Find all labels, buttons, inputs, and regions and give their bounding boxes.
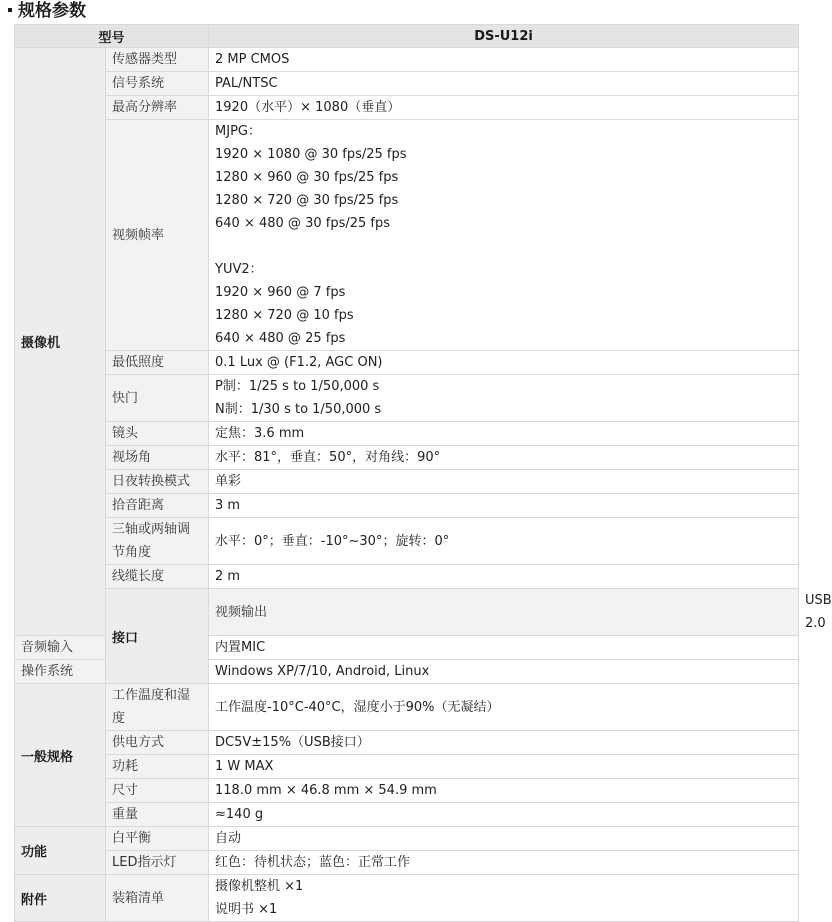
row-label-multiline [106, 518, 209, 565]
row-value: 1920（水平）× 1080（垂直） [209, 96, 799, 120]
row-label: LED指示灯 [106, 851, 209, 875]
row-label: 供电方式 [106, 731, 209, 755]
label-line: 三轴或两轴调 [112, 522, 191, 537]
table-row [15, 494, 799, 518]
value-line: 说明书 ×1 [215, 902, 278, 917]
row-label: 白平衡 [106, 827, 209, 851]
value-line: 640 × 480 @ 25 fps [215, 331, 346, 346]
value-line: 640 × 480 @ 30 fps/25 fps [215, 216, 390, 231]
row-label: 最高分辨率 [106, 96, 209, 120]
table-row [15, 518, 799, 565]
category-accessories: 附件 [15, 875, 106, 922]
model-label: 型号 [15, 25, 209, 48]
row-label: 装箱清单 [106, 875, 209, 922]
category-function: 功能 [15, 827, 106, 875]
row-value-multiline [209, 875, 799, 922]
model-value: DS-U12i [209, 25, 799, 48]
row-label: 镜头 [106, 422, 209, 446]
table-row [15, 803, 799, 827]
value-line: 1920 × 1080 @ 30 fps/25 fps [215, 147, 407, 162]
row-label: 快门 [106, 375, 209, 422]
table-row [15, 755, 799, 779]
row-label: 音频输入 [15, 636, 106, 660]
table-row [15, 48, 799, 72]
row-value: 红色：待机状态；蓝色：正常工作 [209, 851, 799, 875]
row-label: 功耗 [106, 755, 209, 779]
spec-table [14, 24, 832, 922]
row-label: 重量 [106, 803, 209, 827]
row-label: 传感器类型 [106, 48, 209, 72]
label-line: 度 [112, 711, 126, 726]
row-value: 118.0 mm × 46.8 mm × 54.9 mm [209, 779, 799, 803]
row-label: 操作系统 [15, 660, 106, 684]
label-line: 工作温度和湿 [112, 688, 191, 703]
category-camera: 摄像机 [15, 48, 106, 636]
section-heading [4, 0, 86, 22]
row-value: 内置MIC [209, 636, 799, 660]
table-row [15, 446, 799, 470]
row-value: DC5V±15%（USB接口） [209, 731, 799, 755]
table-row [15, 72, 799, 96]
row-label: 线缆长度 [106, 565, 209, 589]
table-row [15, 875, 799, 922]
table-row [15, 120, 799, 351]
value-line: N制：1/30 s to 1/50,000 s [215, 402, 382, 417]
table-row [15, 684, 799, 731]
row-value: ≈140 g [209, 803, 799, 827]
row-value: 自动 [209, 827, 799, 851]
row-label: 最低照度 [106, 351, 209, 375]
row-value: PAL/NTSC [209, 72, 799, 96]
value-line: 1280 × 720 @ 30 fps/25 fps [215, 193, 399, 208]
row-label: 视场角 [106, 446, 209, 470]
row-value-multiline [209, 120, 799, 351]
value-line: YUV2： [215, 262, 263, 277]
table-header-row [15, 25, 799, 48]
row-value: 水平：81°，垂直：50°，对角线：90° [209, 446, 799, 470]
value-line: MJPG： [215, 124, 261, 139]
row-label: 尺寸 [106, 779, 209, 803]
row-label-multiline [106, 684, 209, 731]
value-line: 摄像机整机 ×1 [215, 879, 304, 894]
table-row [15, 565, 799, 589]
row-value: 2 MP CMOS [209, 48, 799, 72]
row-value: 2 m [209, 565, 799, 589]
row-value: 单彩 [209, 470, 799, 494]
row-value: 0.1 Lux @ (F1.2, AGC ON) [209, 351, 799, 375]
row-value: 工作温度-10°C-40°C，湿度小于90%（无凝结） [209, 684, 799, 731]
category-general: 一般规格 [15, 684, 106, 827]
value-line: P制：1/25 s to 1/50,000 s [215, 379, 380, 394]
value-line: 1920 × 960 @ 7 fps [215, 285, 346, 300]
label-line: 节角度 [112, 545, 152, 560]
row-label: 视频帧率 [106, 120, 209, 351]
table-row [15, 731, 799, 755]
row-label: 拾音距离 [106, 494, 209, 518]
table-row [15, 470, 799, 494]
table-row [15, 827, 799, 851]
row-label: 信号系统 [106, 72, 209, 96]
value-line: 1280 × 720 @ 10 fps [215, 308, 354, 323]
row-value: Windows XP/7/10, Android, Linux [209, 660, 799, 684]
table-row: 接口 视频输出 USB 2.0 [15, 589, 799, 636]
row-value: 水平：0°；垂直：-10°~30°；旋转：0° [209, 518, 799, 565]
row-value-multiline [209, 375, 799, 422]
table-row [15, 779, 799, 803]
table-row [15, 422, 799, 446]
row-value: 3 m [209, 494, 799, 518]
value-line: 1280 × 960 @ 30 fps/25 fps [215, 170, 399, 185]
row-value: 1 W MAX [209, 755, 799, 779]
row-label: 视频输出 [209, 589, 799, 636]
table-row [15, 351, 799, 375]
heading-text: 规格参数 [18, 1, 86, 21]
category-interface: 接口 [106, 589, 209, 684]
blank-line [215, 235, 792, 258]
table-row [15, 375, 799, 422]
row-value: 定焦：3.6 mm [209, 422, 799, 446]
bullet-icon [8, 8, 12, 12]
row-label: 日夜转换模式 [106, 470, 209, 494]
table-row [15, 96, 799, 120]
table-row [15, 851, 799, 875]
